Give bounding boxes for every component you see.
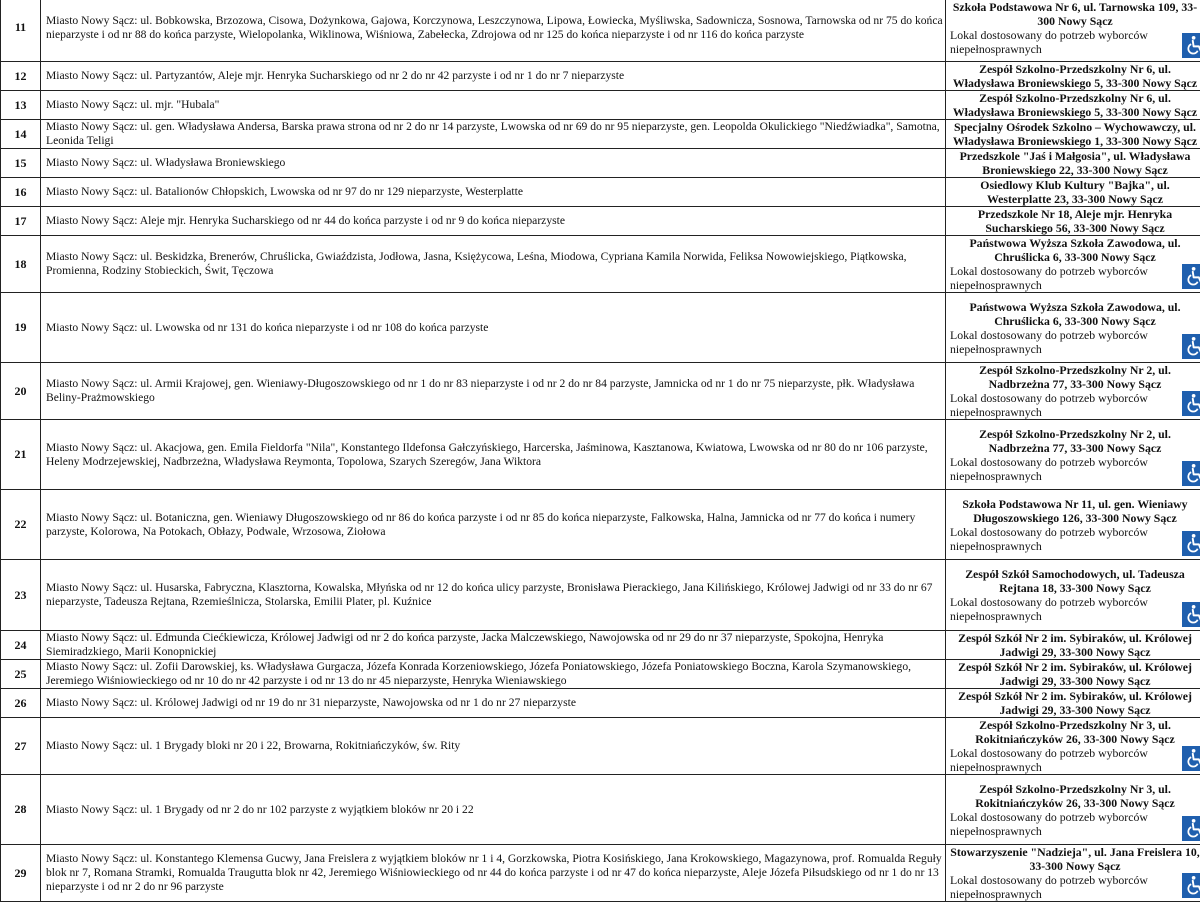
table-row <box>1 120 1200 149</box>
table-row <box>1 62 1200 91</box>
district-number: 17 <box>1 207 41 236</box>
wheelchair-icon <box>1182 602 1200 627</box>
district-number: 23 <box>1 560 41 631</box>
table-row <box>1 845 1200 902</box>
district-number: 15 <box>1 149 41 178</box>
district-streets: Miasto Nowy Sącz: ul. Królowej Jadwigi od nr 19 do nr 31 nieparzyste, Nawojowska od nr 1 do nr 27 nieparzyste <box>41 689 946 718</box>
polling-place-address: Zespół Szkolno-Przedszkolny Nr 2, ul. Nadbrzeżna 77, 33-300 Nowy Sącz <box>946 363 1200 391</box>
polling-place <box>946 293 1200 363</box>
polling-place-address: Zespół Szkolno-Przedszkolny Nr 2, ul. Nadbrzeżna 77, 33-300 Nowy Sącz <box>946 427 1200 455</box>
accessible-note: Lokal dostosowany do potrzeb wyborców niepełnosprawnych <box>946 746 1200 774</box>
table-row <box>1 207 1200 236</box>
accessible-note: Lokal dostosowany do potrzeb wyborców niepełnosprawnych <box>946 264 1200 292</box>
polling-place-address: Zespół Szkół Nr 2 im. Sybiraków, ul. Królowej Jadwigi 29, 33-300 Nowy Sącz <box>946 631 1200 659</box>
district-number: 12 <box>1 62 41 91</box>
district-streets: Miasto Nowy Sącz: ul. Edmunda Ciećkiewicza, Królowej Jadwigi od nr 2 do końca parzyste, Jacka Malczewskiego, Nawojowska od nr 29 do nr 37 nieparzyste, Spokojna, Henryka Siemiradzkiego, Marii Konopnickiej <box>41 631 946 660</box>
polling-place <box>946 560 1200 631</box>
polling-place <box>946 120 1200 149</box>
table-body <box>1 0 1200 902</box>
accessible-note: Lokal dostosowany do potrzeb wyborców niepełnosprawnych <box>946 810 1200 838</box>
accessible-note: Lokal dostosowany do potrzeb wyborców niepełnosprawnych <box>946 328 1200 356</box>
table-row <box>1 0 1200 62</box>
polling-place <box>946 91 1200 120</box>
wheelchair-icon <box>1182 33 1200 58</box>
district-streets: Miasto Nowy Sącz: ul. Zofii Darowskiej, ks. Władysława Gurgacza, Józefa Konrada Korzeniowskiego, Józefa Poniatowskiego, Józefa Poniatowskiego Boczna, Karola Szymanowskiego, Jeremiego Wiśniowieckiego od nr 10 do nr 42 parzyste i od nr 13 do nr 45 nieparzyste, Henryka Wieniawskiego <box>41 660 946 689</box>
polling-place <box>946 363 1200 420</box>
table-row <box>1 363 1200 420</box>
accessible-note: Lokal dostosowany do potrzeb wyborców niepełnosprawnych <box>946 595 1200 623</box>
district-streets: Miasto Nowy Sącz: ul. Akacjowa, gen. Emila Fieldorfa "Nila", Konstantego Ildefonsa Gałczyńskiego, Harcerska, Jaśminowa, Kasztanowa, Kwiatowa, Lwowska od nr 80 do nr 106 parzyste, Heleny Modrzejewskiej, Nadbrzeżna, Władysława Reymonta, Topolowa, Szarych Szeregów, Jana Wiktora <box>41 420 946 490</box>
accessible-note: Lokal dostosowany do potrzeb wyborców niepełnosprawnych <box>946 525 1200 553</box>
table-row <box>1 660 1200 689</box>
polling-place-address: Zespół Szkół Samochodowych, ul. Tadeusza Rejtana 18, 33-300 Nowy Sącz <box>946 567 1200 595</box>
accessible-note: Lokal dostosowany do potrzeb wyborców niepełnosprawnych <box>946 873 1200 901</box>
district-number: 16 <box>1 178 41 207</box>
district-streets: Miasto Nowy Sącz: ul. mjr. "Hubala" <box>41 91 946 120</box>
district-number: 20 <box>1 363 41 420</box>
table-row <box>1 91 1200 120</box>
polling-place-address: Państwowa Wyższa Szkoła Zawodowa, ul. Chruślicka 6, 33-300 Nowy Sącz <box>946 236 1200 264</box>
wheelchair-icon <box>1182 461 1200 486</box>
district-streets: Miasto Nowy Sącz: ul. gen. Władysława Andersa, Barska prawa strona od nr 2 do nr 14 parzyste, Lwowska od nr 69 do nr 95 nieparzyste, gen. Leopolda Okulickiego "Niedźwiadka", Samotna, Leonida Teligi <box>41 120 946 149</box>
table-row <box>1 775 1200 845</box>
polling-place-address: Specjalny Ośrodek Szkolno – Wychowawczy, ul. Władysława Broniewskiego 1, 33-300 Nowy Sącz <box>946 120 1200 148</box>
district-streets: Miasto Nowy Sącz: ul. Lwowska od nr 131 do końca nieparzyste i od nr 108 do końca parzyste <box>41 293 946 363</box>
polling-place-address: Państwowa Wyższa Szkoła Zawodowa, ul. Chruślicka 6, 33-300 Nowy Sącz <box>946 300 1200 328</box>
district-number: 24 <box>1 631 41 660</box>
district-streets: Miasto Nowy Sącz: ul. Konstantego Klemensa Gucwy, Jana Freislera z wyjątkiem bloków nr 1 i 4, Gorzkowska, Piotra Kosińskiego, Jana Krokowskiego, Magazynowa, prof. Romualda Reguły blok nr 7, Romana Stramki, Romualda Traugutta blok nr 42, Jeremiego Wiśniowieckiego od nr 44 do końca parzyste i od nr 47 do końca nieparzyste, Aleje Józefa Piłsudskiego od nr 1 do nr 13 nieparzyste i od nr 2 do nr 96 parzyste <box>41 845 946 902</box>
district-streets: Miasto Nowy Sącz: ul. 1 Brygady bloki nr 20 i 22, Browarna, Rokitniańczyków, św. Rity <box>41 718 946 775</box>
table-row <box>1 178 1200 207</box>
polling-place <box>946 149 1200 178</box>
polling-place-address: Osiedlowy Klub Kultury "Bajka", ul. Westerplatte 23, 33-300 Nowy Sącz <box>946 178 1200 206</box>
table-row <box>1 149 1200 178</box>
wheelchair-icon <box>1182 873 1200 898</box>
polling-place <box>946 689 1200 718</box>
district-number: 22 <box>1 490 41 560</box>
table-row <box>1 560 1200 631</box>
table-row <box>1 420 1200 490</box>
polling-place-address: Zespół Szkolno-Przedszkolny Nr 6, ul. Władysława Broniewskiego 5, 33-300 Nowy Sącz <box>946 62 1200 90</box>
table-row <box>1 236 1200 293</box>
district-streets: Miasto Nowy Sącz: ul. Bobkowska, Brzozowa, Cisowa, Dożynkowa, Gajowa, Korczynowa, Leszczynowa, Lipowa, Łowiecka, Myśliwska, Sadownicza, Sosnowa, Tarnowska od nr 75 do końca nieparzyste i od nr 88 do końca parzyste, Wielopolanka, Wiklinowa, Wiśniowa, Zabełecka, Zdrojowa od nr 125 do końca nieparzyste i od nr 116 do końca parzyste <box>41 0 946 62</box>
polling-place-address: Szkoła Podstawowa Nr 11, ul. gen. Wieniawy Długoszowskiego 126, 33-300 Nowy Sącz <box>946 497 1200 525</box>
polling-place <box>946 660 1200 689</box>
district-number: 19 <box>1 293 41 363</box>
district-number: 28 <box>1 775 41 845</box>
table-row <box>1 490 1200 560</box>
polling-place <box>946 490 1200 560</box>
district-number: 26 <box>1 689 41 718</box>
polling-place-address: Zespół Szkolno-Przedszkolny Nr 6, ul. Władysława Broniewskiego 5, 33-300 Nowy Sącz <box>946 91 1200 119</box>
district-number: 27 <box>1 718 41 775</box>
wheelchair-icon <box>1182 816 1200 841</box>
district-streets: Miasto Nowy Sącz: ul. Armii Krajowej, gen. Wieniawy-Długoszowskiego od nr 1 do nr 83 nieparzyste i od nr 2 do nr 84 parzyste, Jamnicka od nr 1 do nr 75 nieparzyste, płk. Władysława Beliny-Prażmowskiego <box>41 363 946 420</box>
polling-place <box>946 236 1200 293</box>
polling-place-address: Przedszkole Nr 18, Aleje mjr. Henryka Sucharskiego 56, 33-300 Nowy Sącz <box>946 207 1200 235</box>
district-number: 25 <box>1 660 41 689</box>
district-number: 14 <box>1 120 41 149</box>
polling-place-address: Zespół Szkół Nr 2 im. Sybiraków, ul. Królowej Jadwigi 29, 33-300 Nowy Sącz <box>946 660 1200 688</box>
table-row <box>1 293 1200 363</box>
district-streets: Miasto Nowy Sącz: ul. Husarska, Fabryczna, Klasztorna, Kowalska, Młyńska od nr 12 do końca ulicy parzyste, Bronisława Pierackiego, Jana Kilińskiego, Królowej Jadwigi od nr 33 do nr 67 nieparzyste, Tadeusza Rejtana, Rzemieślnicza, Stolarska, Emilii Plater, pl. Kuźnice <box>41 560 946 631</box>
district-streets: Miasto Nowy Sącz: ul. Władysława Broniewskiego <box>41 149 946 178</box>
polling-place <box>946 207 1200 236</box>
polling-place-address: Zespół Szkolno-Przedszkolny Nr 3, ul. Rokitniańczyków 26, 33-300 Nowy Sącz <box>946 782 1200 810</box>
polling-place-address: Stowarzyszenie "Nadzieja", ul. Jana Freislera 10, 33-300 Nowy Sącz <box>946 845 1200 873</box>
district-streets: Miasto Nowy Sącz: ul. Batalionów Chłopskich, Lwowska od nr 97 do nr 129 nieparzyste, Westerplatte <box>41 178 946 207</box>
district-streets: Miasto Nowy Sącz: ul. 1 Brygady od nr 2 do nr 102 parzyste z wyjątkiem bloków nr 20 i 22 <box>41 775 946 845</box>
table-row <box>1 718 1200 775</box>
polling-place <box>946 178 1200 207</box>
district-number: 11 <box>1 0 41 62</box>
polling-place <box>946 845 1200 902</box>
table-row <box>1 631 1200 660</box>
district-number: 21 <box>1 420 41 490</box>
polling-place-address: Zespół Szkolno-Przedszkolny Nr 3, ul. Rokitniańczyków 26, 33-300 Nowy Sącz <box>946 718 1200 746</box>
district-number: 13 <box>1 91 41 120</box>
polling-place-address: Szkoła Podstawowa Nr 6, ul. Tarnowska 109, 33-300 Nowy Sącz <box>946 0 1200 28</box>
polling-place-address: Przedszkole "Jaś i Małgosia", ul. Władysława Broniewskiego 22, 33-300 Nowy Sącz <box>946 149 1200 177</box>
accessible-note: Lokal dostosowany do potrzeb wyborców niepełnosprawnych <box>946 455 1200 483</box>
district-number: 18 <box>1 236 41 293</box>
accessible-note: Lokal dostosowany do potrzeb wyborców niepełnosprawnych <box>946 391 1200 419</box>
wheelchair-icon <box>1182 746 1200 771</box>
table-row <box>1 689 1200 718</box>
wheelchair-icon <box>1182 531 1200 556</box>
wheelchair-icon <box>1182 334 1200 359</box>
wheelchair-icon <box>1182 391 1200 416</box>
polling-place <box>946 631 1200 660</box>
district-number: 29 <box>1 845 41 902</box>
polling-place <box>946 718 1200 775</box>
polling-place <box>946 0 1200 62</box>
district-streets: Miasto Nowy Sącz: Aleje mjr. Henryka Sucharskiego od nr 44 do końca parzyste i od nr 9 do końca nieparzyste <box>41 207 946 236</box>
polling-place <box>946 62 1200 91</box>
polling-place-address: Zespół Szkół Nr 2 im. Sybiraków, ul. Królowej Jadwigi 29, 33-300 Nowy Sącz <box>946 689 1200 717</box>
accessible-note: Lokal dostosowany do potrzeb wyborców niepełnosprawnych <box>946 28 1200 56</box>
polling-place <box>946 775 1200 845</box>
polling-place <box>946 420 1200 490</box>
district-streets: Miasto Nowy Sącz: ul. Botaniczna, gen. Wieniawy Długoszowskiego od nr 86 do końca parzyste i od nr 85 do końca nieparzyste, Falkowska, Halna, Jamnicka od nr 77 do końca i numery parzyste, Kolorowa, Na Potokach, Obłazy, Podwale, Wrzosowa, Ziołowa <box>41 490 946 560</box>
wheelchair-icon <box>1182 264 1200 289</box>
district-streets: Miasto Nowy Sącz: ul. Beskidzka, Brenerów, Chruślicka, Gwiaździsta, Jodłowa, Jasna, Księżycowa, Leśna, Miodowa, Cypriana Kamila Norwida, Feliksa Nowowiejskiego, Piątkowska, Promienna, Rodziny Stobieckich, Świt, Tęczowa <box>41 236 946 293</box>
district-streets: Miasto Nowy Sącz: ul. Partyzantów, Aleje mjr. Henryka Sucharskiego od nr 2 do nr 42 parzyste i od nr 1 do nr 7 nieparzyste <box>41 62 946 91</box>
